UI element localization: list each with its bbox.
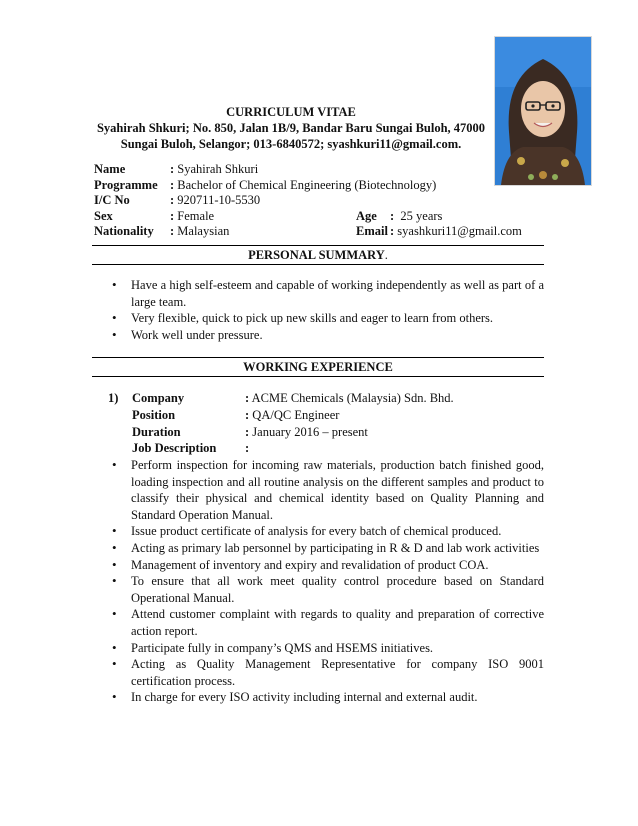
job-description-label: Job Description xyxy=(132,441,217,456)
email-label: Email xyxy=(356,224,388,239)
email-value: syashkuri11@gmail.com xyxy=(397,224,522,239)
job-description-row xyxy=(108,440,548,457)
company-label: Company xyxy=(132,391,185,405)
list-item: • Work well under pressure. xyxy=(92,327,544,344)
list-item: • Perform inspection for incoming raw materials, production batch finished good, loading inspection and all routine analysis on the different samples and product to classify their physical and chemical identity based on Quality Planning and Standard Operation Manual. xyxy=(92,457,544,523)
personal-info xyxy=(94,162,554,240)
document-title: CURRICULUM VITAE xyxy=(226,105,356,119)
working-experience-title: WORKING EXPERIENCE xyxy=(243,360,393,374)
list-item: • In charge for every ISO activity including internal and external audit. xyxy=(92,689,544,706)
job-number: 1) xyxy=(108,391,119,405)
personal-summary-heading xyxy=(92,245,544,265)
ic-label: I/C No xyxy=(94,193,130,208)
job-position-row: Position : QA/QC Engineer xyxy=(132,407,340,422)
list-item: • Acting as primary lab personnel by participating in R & D and lab work activities xyxy=(92,540,544,557)
job-duration-row: Duration : January 2016 – present xyxy=(132,424,368,439)
list-item: • To ensure that all work meet quality control procedure based on Standard Operational Manual. xyxy=(92,573,544,606)
position-label: Position xyxy=(132,407,176,422)
name-label: Name xyxy=(94,162,126,176)
info-row-ic: I/C No : 920711-10-5530 xyxy=(94,193,261,208)
address-line-1: Syahirah Shkuri; No. 850, Jalan 1B/9, Bandar Baru Sungai Buloh, 47000 xyxy=(96,121,486,135)
working-experience-heading xyxy=(92,357,544,377)
ic-value: 920711-10-5530 xyxy=(177,193,261,208)
nationality-label: Nationality xyxy=(94,224,154,239)
info-row-programme: Programme : Bachelor of Chemical Engineering (Biotechnology) xyxy=(94,177,437,192)
job-duties-list xyxy=(92,457,544,706)
programme-label: Programme xyxy=(94,177,158,192)
duration-label: Duration xyxy=(132,424,181,439)
list-item: • Very flexible, quick to pick up new skills and eager to learn from others. xyxy=(92,310,544,327)
job-entry xyxy=(108,390,548,457)
list-item: • Management of inventory and expiry and revalidation of product COA. xyxy=(92,557,544,574)
list-item: • Have a high self-esteem and capable of working independently as well as part of a large team. xyxy=(92,277,544,310)
company-value: ACME Chemicals (Malaysia) Sdn. Bhd. xyxy=(251,391,454,405)
info-row-sex-age: Sex : Female Age : 25 years xyxy=(94,208,443,223)
personal-summary-title-suffix: . xyxy=(384,248,388,262)
nationality-value: Malaysian xyxy=(177,224,230,239)
list-item: • Participate fully in company’s QMS and HSEMS initiatives. xyxy=(92,640,544,657)
programme-value: Bachelor of Chemical Engineering (Biotechnology) xyxy=(177,177,437,192)
list-item: • Acting as Quality Management Representative for company ISO 9001 certification process. xyxy=(92,656,544,689)
name-value: Syahirah Shkuri xyxy=(177,162,259,176)
position-value: QA/QC Engineer xyxy=(252,407,340,422)
job-company-row: 1) Company : ACME Chemicals (Malaysia) Sdn. Bhd. xyxy=(108,391,454,405)
sex-value: Female xyxy=(177,208,215,223)
sex-label: Sex xyxy=(94,208,113,223)
age-label: Age xyxy=(356,208,377,223)
info-row-nationality-email: Nationality : Malaysian Email : syashkuri11@gmail.com xyxy=(94,224,522,239)
personal-summary-title: PERSONAL SUMMARY xyxy=(248,248,385,262)
info-row-name: Name : Syahirah Shkuri xyxy=(94,162,259,176)
age-value: 25 years xyxy=(400,208,443,223)
list-item: • Issue product certificate of analysis for every batch of chemical produced. xyxy=(92,523,544,540)
personal-summary-list xyxy=(92,277,544,343)
list-item: • Attend customer complaint with regards to quality and preparation of corrective action report. xyxy=(92,606,544,639)
job-description-colon: : xyxy=(245,441,250,456)
duration-value: January 2016 – present xyxy=(252,424,368,439)
address-line-2: Sungai Buloh, Selangor; 013-6840572; syashkuri11@gmail.com. xyxy=(120,137,462,151)
cv-header xyxy=(86,104,496,152)
